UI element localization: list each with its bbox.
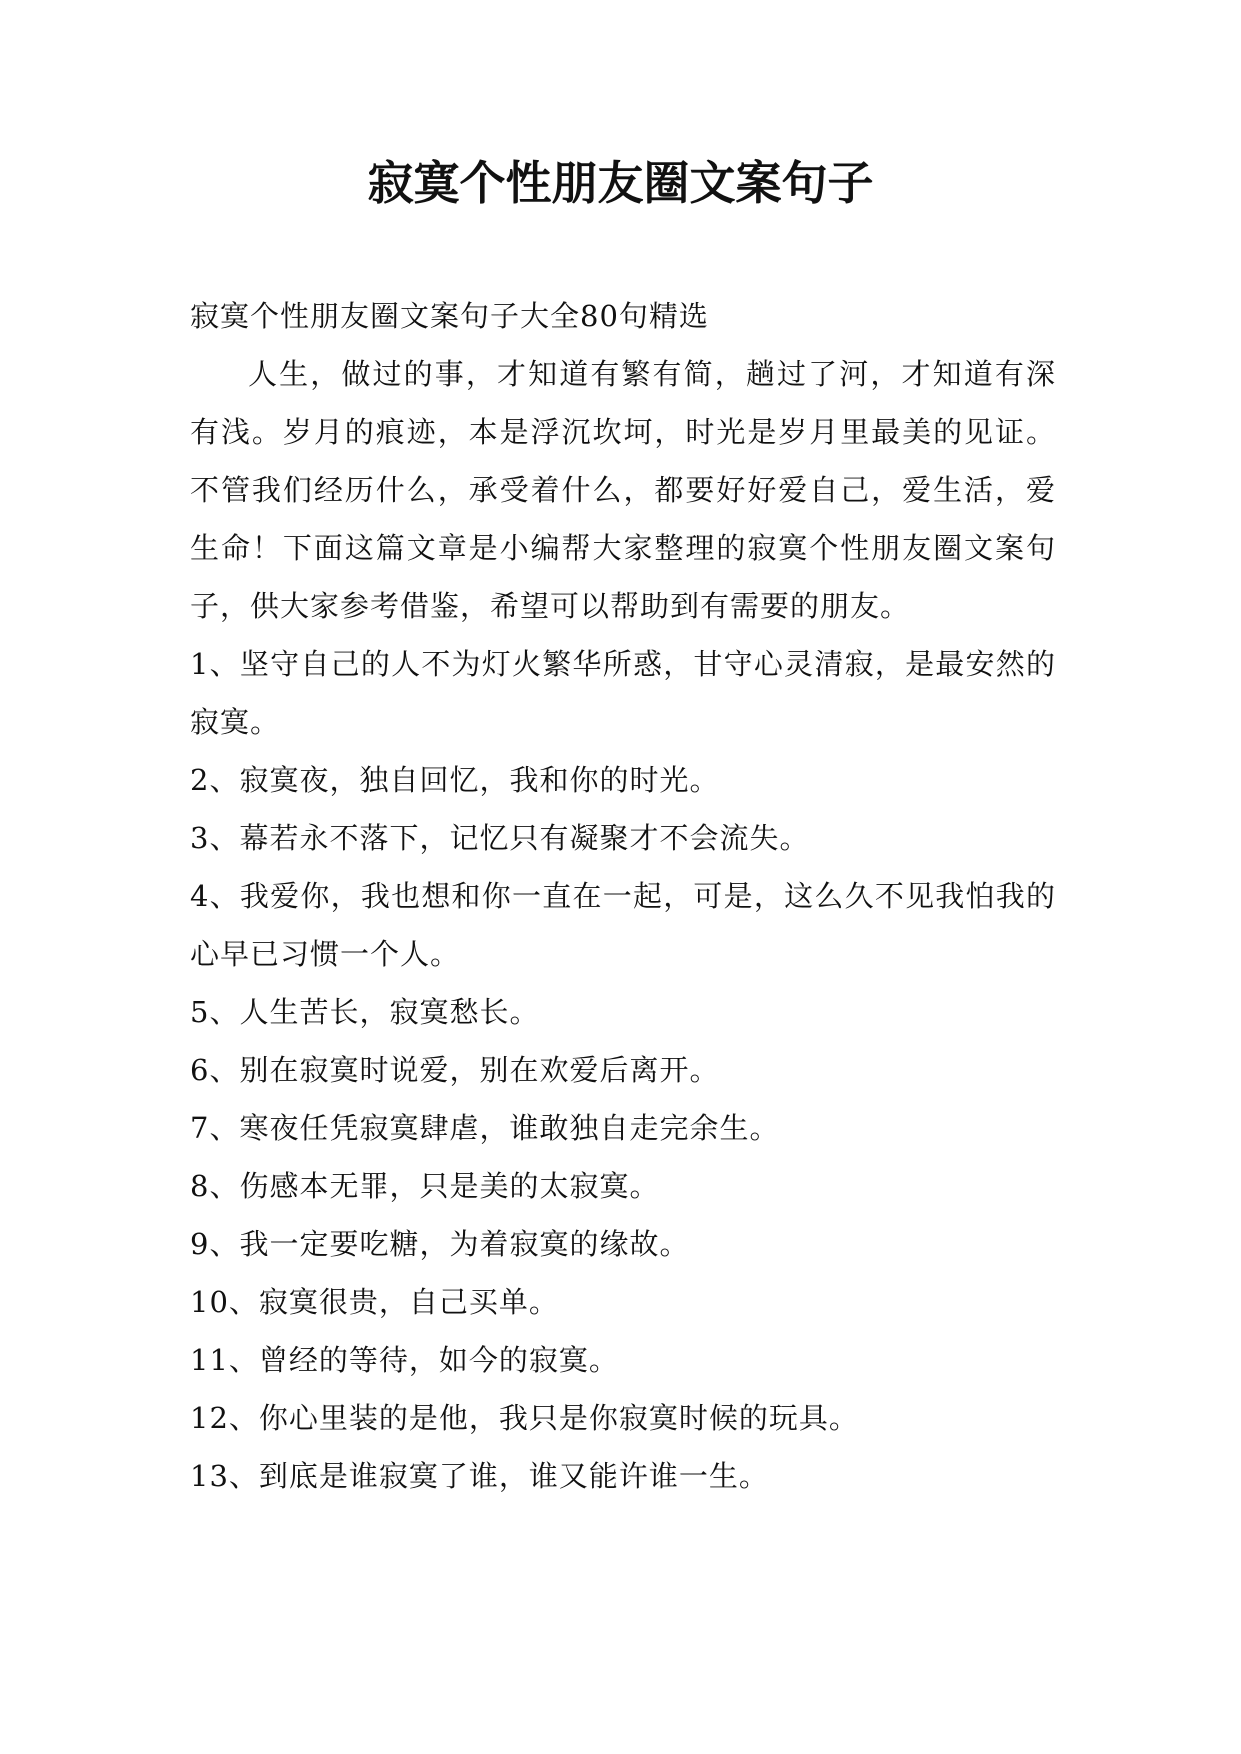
document-body bbox=[190, 287, 1056, 1505]
list-item: 8、伤感本无罪，只是美的太寂寞。 bbox=[190, 1169, 660, 1203]
list-item: 9、我一定要吃糖，为着寂寞的缘故。 bbox=[190, 1227, 690, 1261]
list-item: 1、坚守自己的人不为灯火繁华所惑，甘守心灵清寂，是最安然的寂寞。 bbox=[190, 647, 1056, 739]
list-item: 3、幕若永不落下，记忆只有凝聚才不会流失。 bbox=[190, 821, 810, 855]
list-item: 2、寂寞夜，独自回忆，我和你的时光。 bbox=[190, 763, 720, 797]
list-item: 7、寒夜任凭寂寞肆虐，谁敢独自走完余生。 bbox=[190, 1111, 780, 1145]
list-item: 10、寂寞很贵，自己买单。 bbox=[190, 1285, 559, 1319]
list-item: 12、你心里装的是他，我只是你寂寞时候的玩具。 bbox=[190, 1401, 859, 1435]
list-item: 5、人生苦长，寂寞愁长。 bbox=[190, 995, 540, 1029]
list-item: 4、我爱你，我也想和你一直在一起，可是，这么久不见我怕我的心早已习惯一个人。 bbox=[190, 879, 1056, 971]
list-item: 6、别在寂寞时说爱，别在欢爱后离开。 bbox=[190, 1053, 720, 1087]
list-item: 11、曾经的等待，如今的寂寞。 bbox=[190, 1343, 619, 1377]
quote-list bbox=[190, 635, 1056, 1505]
document-subtitle: 寂寞个性朋友圈文案句子大全80句精选 bbox=[190, 299, 709, 333]
document-title: 寂寞个性朋友圈文案句子 bbox=[367, 156, 874, 210]
list-item: 13、到底是谁寂寞了谁，谁又能许谁一生。 bbox=[190, 1459, 769, 1493]
intro-paragraph: 人生，做过的事，才知道有繁有简，趟过了河，才知道有深有浅。岁月的痕迹，本是浮沉坎坷，时光是岁月里最美的见证。不管我们经历什么，承受着什么，都要好好爱自己，爱生活，爱生命！下面这篇文章是小编帮大家整理的寂寞个性朋友圈文案句子，供大家参考借鉴，希望可以帮助到有需要的朋友。 bbox=[190, 357, 1056, 623]
